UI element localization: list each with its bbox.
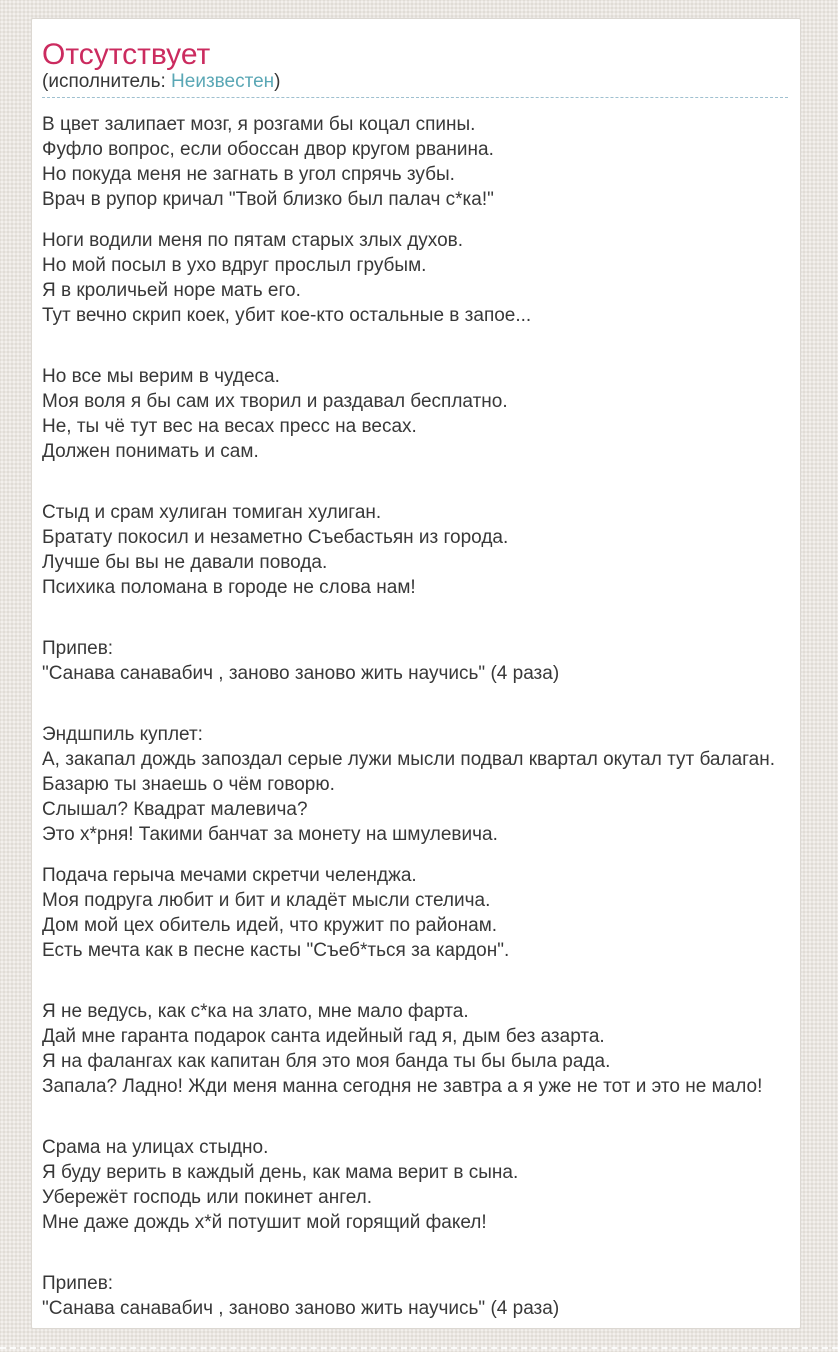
lyric-line: Я в кроличьей норе мать его. (42, 280, 301, 301)
lyric-line: Это х*рня! Такими банчат за монету на шмулевича. (42, 824, 498, 845)
lyric-stanza (42, 1271, 800, 1321)
lyric-line: Дай мне гаранта подарок санта идейный гад я, дым без азарта. (42, 1026, 605, 1047)
lyrics (42, 112, 800, 1321)
lyric-line: Базарю ты знаешь о чём говорю. (42, 774, 335, 795)
page-bottom-dashed-divider (0, 1347, 838, 1349)
lyric-line: Стыд и срам хулиган томиган хулиган. (42, 502, 382, 523)
lyric-stanza (42, 1135, 800, 1235)
lyric-stanza (42, 228, 800, 328)
lyric-stanza (42, 999, 800, 1099)
lyric-line: Психика поломана в городе не слова нам! (42, 577, 416, 598)
lyric-line: Эндшпиль куплет: (42, 724, 203, 745)
lyric-line: Должен понимать и сам. (42, 441, 259, 462)
lyrics-card (31, 18, 801, 1329)
artist-label-suffix: ) (274, 71, 281, 92)
lyric-line: Но покуда меня не загнать в угол спрячь зубы. (42, 164, 455, 185)
lyric-stanza (42, 722, 800, 847)
lyric-line: Мне даже дождь х*й потушит мой горящий факел! (42, 1212, 487, 1233)
lyric-line: "Санава санавабич , заново заново жить научись" (4 раза) (42, 1298, 560, 1319)
artist-label-prefix: (исполнитель: (42, 71, 172, 92)
lyric-stanza (42, 636, 800, 686)
lyric-line: Я буду верить в каждый день, как мама верит в сына. (42, 1162, 519, 1183)
lyric-line: А, закапал дождь запоздал серые лужи мысли подвал квартал окутал тут балаган. (42, 749, 776, 770)
lyric-line: Врач в рупор кричал "Твой близко был палач с*ка!" (42, 189, 494, 210)
lyric-stanza (42, 112, 800, 212)
dashed-divider (42, 97, 788, 98)
lyric-line: Лучше бы вы не давали повода. (42, 552, 328, 573)
lyric-line: Моя воля я бы сам их творил и раздавал бесплатно. (42, 391, 508, 412)
lyric-line: Но мой посыл в ухо вдруг прослыл грубым. (42, 255, 427, 276)
lyric-line: Моя подруга любит и бит и кладёт мысли стелича. (42, 890, 491, 911)
lyric-line: Я не ведусь, как с*ка на злато, мне мало фарта. (42, 1001, 469, 1022)
lyric-stanza (42, 364, 800, 464)
lyric-line: Припев: (42, 1273, 114, 1294)
lyric-line: Дом мой цех обитель идей, что кружит по районам. (42, 915, 498, 936)
lyric-line: Есть мечта как в песне касты "Съеб*ться за кардон". (42, 940, 510, 961)
song-title: Отсутствует (42, 38, 211, 71)
lyric-line: Тут вечно скрип коек, убит кое-кто остальные в запое... (42, 305, 532, 326)
artist-link[interactable]: Неизвестен (171, 71, 275, 92)
lyric-line: Слышал? Квадрат малевича? (42, 799, 308, 820)
lyric-line: Припев: (42, 638, 114, 659)
lyric-stanza (42, 500, 800, 600)
lyric-line: Подача герыча мечами скретчи челенджа. (42, 865, 417, 886)
lyric-stanza (42, 863, 800, 963)
lyric-line: Убережёт господь или покинет ангел. (42, 1187, 373, 1208)
lyric-line: Запала? Ладно! Жди меня манна сегодня не завтра а я уже не тот и это не мало! (42, 1076, 763, 1097)
lyric-line: Но все мы верим в чудеса. (42, 366, 280, 387)
lyric-line: Я на фалангах как капитан бля это моя банда ты бы была рада. (42, 1051, 611, 1072)
lyric-line: Фуфло вопрос, если обоссан двор кругом рванина. (42, 139, 494, 160)
lyric-line: "Санава санавабич , заново заново жить научись" (4 раза) (42, 663, 560, 684)
lyric-line: В цвет залипает мозг, я розгами бы коцал спины. (42, 114, 476, 135)
lyric-line: Срама на улицах стыдно. (42, 1137, 269, 1158)
lyric-line: Ноги водили меня по пятам старых злых духов. (42, 230, 464, 251)
lyric-line: Не, ты чё тут вес на весах пресс на весах. (42, 416, 417, 437)
lyric-line: Братату покосил и незаметно Съебастьян из города. (42, 527, 509, 548)
artist-subtitle (42, 71, 800, 93)
